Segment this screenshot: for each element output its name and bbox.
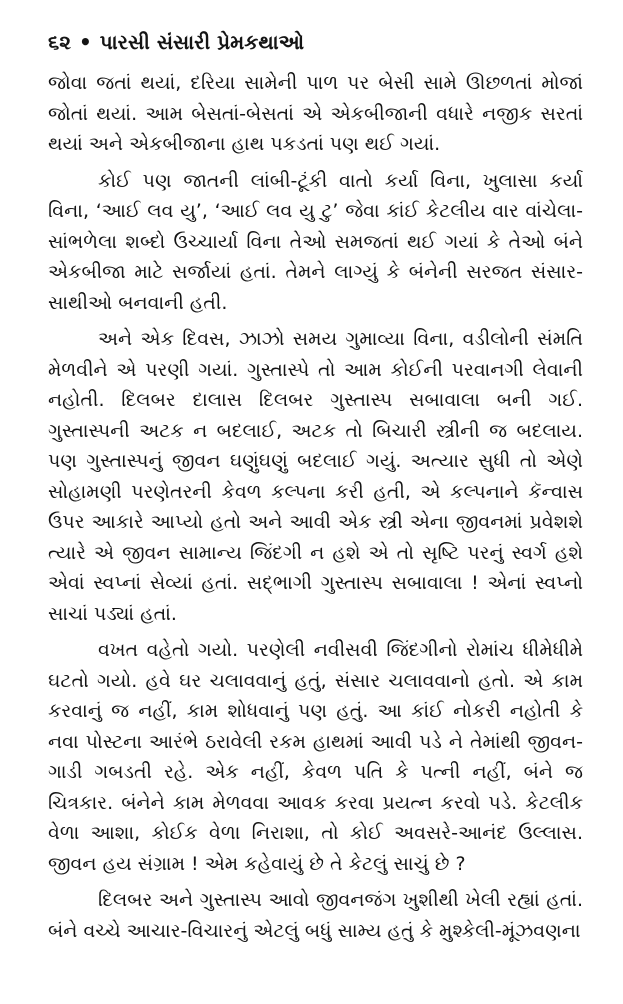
paragraph: અને એક દિવસ, ઝાઝો સમય ગુમાવ્યા વિના, વડીલોની સંમતિ મેળવીને એ પરણી ગયાં. ગુસ્તાસ્પે તો આમ કોઈની પરવાનગી લેવાની નહોતી. દિલબર દાલાસ દિલબર ગુસ્તાસ્પ સબાવાલા બની ગઈ. ગુસ્તાસ્પની અટક ન બદલાઈ, અટક તો બિચારી સ્ત્રીની જ બદલાય. પણ ગુસ્તાસ્પનું જીવન ઘણુંઘણું બદલાઈ ગયું. અત્યાર સુધી તો એણે સોહામણી પરણેતરની કેવળ કલ્પના કરી હતી, એ કલ્પનાને કૅન્વાસ ઉપર આકારે આપ્યો હતો અને આવી એક સ્ત્રી એના જીવનમાં પ્રવેશશે ત્યારે એ જીવન સામાન્ય જિંદગી ન હશે એ તો સૃષ્ટિ પરનું સ્વર્ગ હશે એવાં સ્વપ્નાં સેવ્યાં હતાં. સદ્‌ભાગી ગુસ્તાસ્પ સબાવાલા ! એનાં સ્વપ્નો સાચાં પડ્યાં હતાં.: [48, 328, 583, 625]
body-text: [48, 68, 583, 946]
paragraph: જોવા જતાં થયાં, દરિયા સામેની પાળ પર બેસી સામે ઊછળતાં મોજાં જોતાં થયાં. આમ બેસતાં-બેસતાં એ એકબીજાની વધારે નજીક સરતાં થયાં અને એકબીજાના હાથ પકડતાં પણ થઈ ગયાં.: [48, 72, 583, 155]
page-number: ૬૨: [48, 30, 71, 54]
separator-bullet: •: [78, 30, 92, 54]
book-title: પારસી સંસારી પ્રેમકથાઓ: [99, 30, 305, 54]
paragraph: વખત વહેતો ગયો. પરણેલી નવીસવી જિંદગીનો રોમાંચ ધીમેધીમે ઘટતો ગયો. હવે ઘર ચલાવવાનું હતું, સંસાર ચલાવવાનો હતો. એ કામ કરવાનું જ નહીં, કામ શોધવાનું પણ હતું. આ કાંઈ નોકરી નહોતી કે નવા પોસ્ટના આરંભે ઠરાવેલી રકમ હાથમાં આવી પડે ને તેમાંથી જીવન-ગાડી ગબડતી રહે. એક નહીં, કેવળ પતિ કે પત્ની નહીં, બંને જ ચિત્રકાર. બંનેને કામ મેળવવા આવક કરવા પ્રયત્ન કરવો પડે. કેટલીક વેળા આશા, કોઈક વેળા નિરાશા, તો કોઈ અવસરે-આનંદ ઉલ્લાસ. જીવન હય સંગ્રામ ! એમ કહેવાયું છે તે કેટલું સાચું છે ?: [48, 639, 583, 875]
running-header: [48, 28, 583, 68]
paragraph: દિલબર અને ગુસ્તાસ્પ આવો જીવનજંગ ખુશીથી ખેલી રહ્યાં હતાં. બંને વચ્ચે આચાર-વિચારનું એટલું બધું સામ્ય હતું કે મુશ્કેલી-મૂંઝવણના: [48, 889, 583, 942]
paragraph: કોઈ પણ જાતની લાંબી-ટૂંકી વાતો કર્યા વિના, ખુલાસા કર્યા વિના, ‘આઈ લવ યુ’, ‘આઈ લવ યુ ટુ’ જેવા કાંઈ કેટલીય વાર વાંચેલા-સાંભળેલા શબ્દો ઉચ્ચાર્યા વિના તેઓ સમજતાં થઈ ગયાં કે તેઓ બંને એકબીજા માટે સર્જાયાં હતાં. તેમને લાગ્યું કે બંનેની સરજત સંસાર-સાથીઓ બનવાની હતી.: [48, 169, 583, 314]
